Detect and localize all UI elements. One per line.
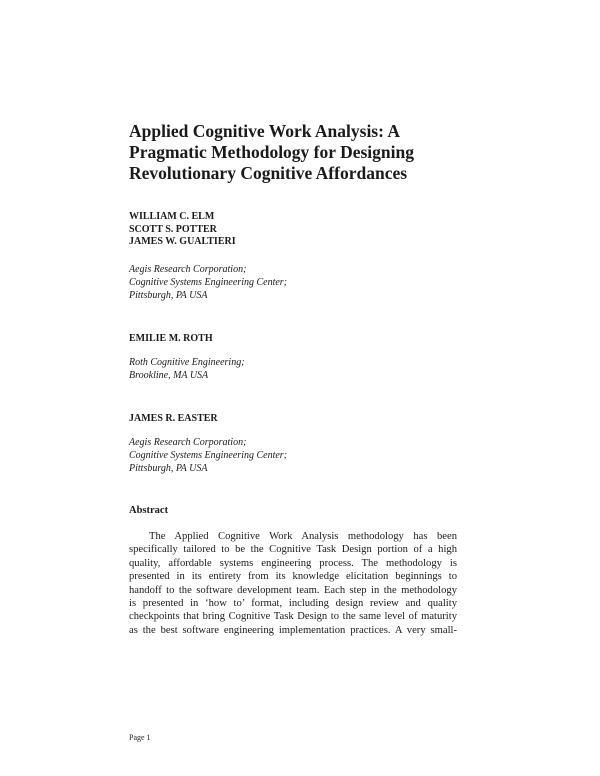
affiliation-line: Pittsburgh, PA USA <box>129 463 208 474</box>
author-name: SCOTT S. POTTER <box>129 223 217 235</box>
abstract-line: handoff to the software development team. Each step in the methodology <box>129 584 457 596</box>
abstract-line: is presented in ‘how to’ format, including design review and quality <box>129 598 457 610</box>
abstract-line: as the best software engineering implementation practices. A very small- <box>129 624 457 636</box>
abstract-heading: Abstract <box>129 505 169 516</box>
title-line: Pragmatic Methodology for Designing <box>129 142 414 162</box>
affiliation-3 <box>129 436 287 475</box>
abstract-line: quality, affordable systems engineering process. The methodology is <box>129 557 457 569</box>
page-number: Page 1 <box>129 733 151 742</box>
author-group-1 <box>129 211 236 249</box>
affiliation-line: Aegis Research Corporation; <box>129 437 247 448</box>
abstract-line: The Applied Cognitive Work Analysis methodology has been <box>149 531 457 542</box>
affiliation-line: Cognitive Systems Engineering Center; <box>129 450 288 461</box>
author-name: JAMES R. EASTER <box>129 413 218 424</box>
affiliation-line: Aegis Research Corporation; <box>129 264 247 275</box>
author-name: WILLIAM C. ELM <box>129 211 215 222</box>
affiliation-2 <box>129 356 245 382</box>
title-line: Applied Cognitive Work Analysis: A <box>129 121 400 141</box>
abstract-line: presented in its entirety from its knowledge elicitation beginnings to <box>129 571 457 583</box>
author-group-2 <box>129 333 213 346</box>
title-line: Revolutionary Cognitive Affordances <box>129 163 408 183</box>
author-name: EMILIE M. ROTH <box>129 333 213 344</box>
affiliation-line: Brookline, MA USA <box>129 370 209 381</box>
abstract-line: specifically tailored to be the Cognitive Task Design portion of a high <box>129 544 457 556</box>
affiliation-1 <box>129 263 287 302</box>
abstract-line: checkpoints that bring Cognitive Task Design to the same level of maturity <box>129 611 457 623</box>
affiliation-line: Cognitive Systems Engineering Center; <box>129 277 288 288</box>
paper-title <box>129 121 489 184</box>
abstract-body <box>129 530 457 637</box>
affiliation-line: Roth Cognitive Engineering; <box>129 357 245 368</box>
author-name: JAMES W. GUALTIERI <box>129 236 236 247</box>
author-group-3 <box>129 413 218 426</box>
affiliation-line: Pittsburgh, PA USA <box>129 290 208 301</box>
